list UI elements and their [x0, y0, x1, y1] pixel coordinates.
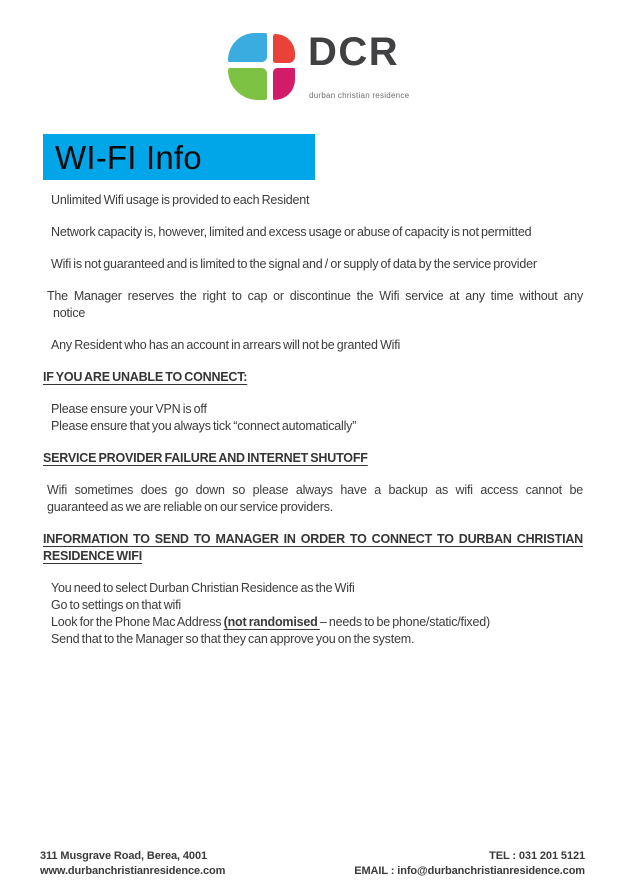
logo-quadrant-pink — [273, 68, 295, 100]
footer-contact-block — [354, 849, 585, 878]
paragraph-unlimited-wifi: Unlimited Wifi usage is provided to each Resident — [51, 193, 310, 207]
paragraph-wifi-down-line1: Wifi sometimes does go down so please always have a backup as wifi access cannot be — [47, 483, 583, 497]
page-title: WI-FI Info — [55, 139, 202, 176]
dcr-logo — [228, 30, 410, 100]
instruction-go-to-settings: Go to settings on that wifi — [51, 598, 181, 612]
paragraph-manager-rights — [43, 288, 583, 322]
document-body — [43, 192, 583, 663]
paragraph-arrears: Any Resident who has an account in arrears will not be granted Wifi — [51, 338, 401, 352]
footer-address-block — [40, 849, 225, 878]
logo-quadrant-blue — [228, 33, 267, 62]
logo-tagline: durban christian residence — [309, 91, 410, 100]
paragraph-wifi-down-line2: guaranteed as we are reliable on our service providers. — [47, 500, 334, 514]
footer-address: 311 Musgrave Road, Berea, 4001 — [40, 850, 207, 862]
logo-quadrant-red — [273, 34, 295, 63]
mac-address-not-randomised: (not randomised — [223, 615, 320, 629]
connect-instruction-tick: Please ensure that you always tick “connect automatically” — [51, 419, 357, 433]
paragraph-manager-rights-line2: notice — [53, 306, 86, 320]
wifi-info-banner — [43, 134, 315, 180]
paragraph-not-guaranteed: Wifi is not guaranteed and is limited to the signal and / or supply of data by the service provider — [51, 257, 537, 271]
paragraph-wifi-down-backup — [43, 482, 583, 516]
heading-information-to-send — [43, 531, 583, 565]
mac-address-instructions — [43, 580, 583, 648]
footer-email: EMAIL : info@durbanchristianresidence.com — [354, 864, 585, 877]
connect-instruction-vpn: Please ensure your VPN is off — [51, 402, 207, 416]
instruction-select-wifi: You need to select Durban Christian Residence as the Wifi — [51, 581, 355, 595]
mac-address-suffix: – needs to be phone/static/fixed) — [319, 615, 490, 629]
logo-quadrant-green — [228, 68, 267, 100]
instruction-mac-address — [43, 614, 583, 631]
mac-address-prefix: Look for the Phone Mac Address — [51, 615, 224, 629]
footer-website: www.durbanchristianresidence.com — [40, 864, 226, 877]
heading-information-line1: INFORMATION TO SEND TO MANAGER IN ORDER TO CONNECT TO DURBAN CHRISTIAN — [43, 532, 583, 546]
dcr-logo-cross-circle-icon — [228, 33, 295, 100]
logo-acronym: DCR — [308, 30, 400, 74]
heading-service-provider-failure: SERVICE PROVIDER FAILURE AND INTERNET SHUTOFF — [43, 451, 368, 465]
logo-text-block — [308, 30, 410, 100]
paragraph-network-capacity: Network capacity is, however, limited and excess usage or abuse of capacity is not permitted — [51, 225, 532, 239]
heading-unable-to-connect: IF YOU ARE UNABLE TO CONNECT: — [43, 370, 248, 384]
connect-instructions — [43, 401, 583, 435]
heading-information-line2: RESIDENCE WIFI — [43, 549, 142, 563]
instruction-send-to-manager: Send that to the Manager so that they can approve you on the system. — [51, 632, 415, 646]
footer-tel: TEL : 031 201 5121 — [489, 850, 585, 862]
paragraph-manager-rights-line1: The Manager reserves the right to cap or discontinue the Wifi service at any time without any — [47, 289, 583, 303]
